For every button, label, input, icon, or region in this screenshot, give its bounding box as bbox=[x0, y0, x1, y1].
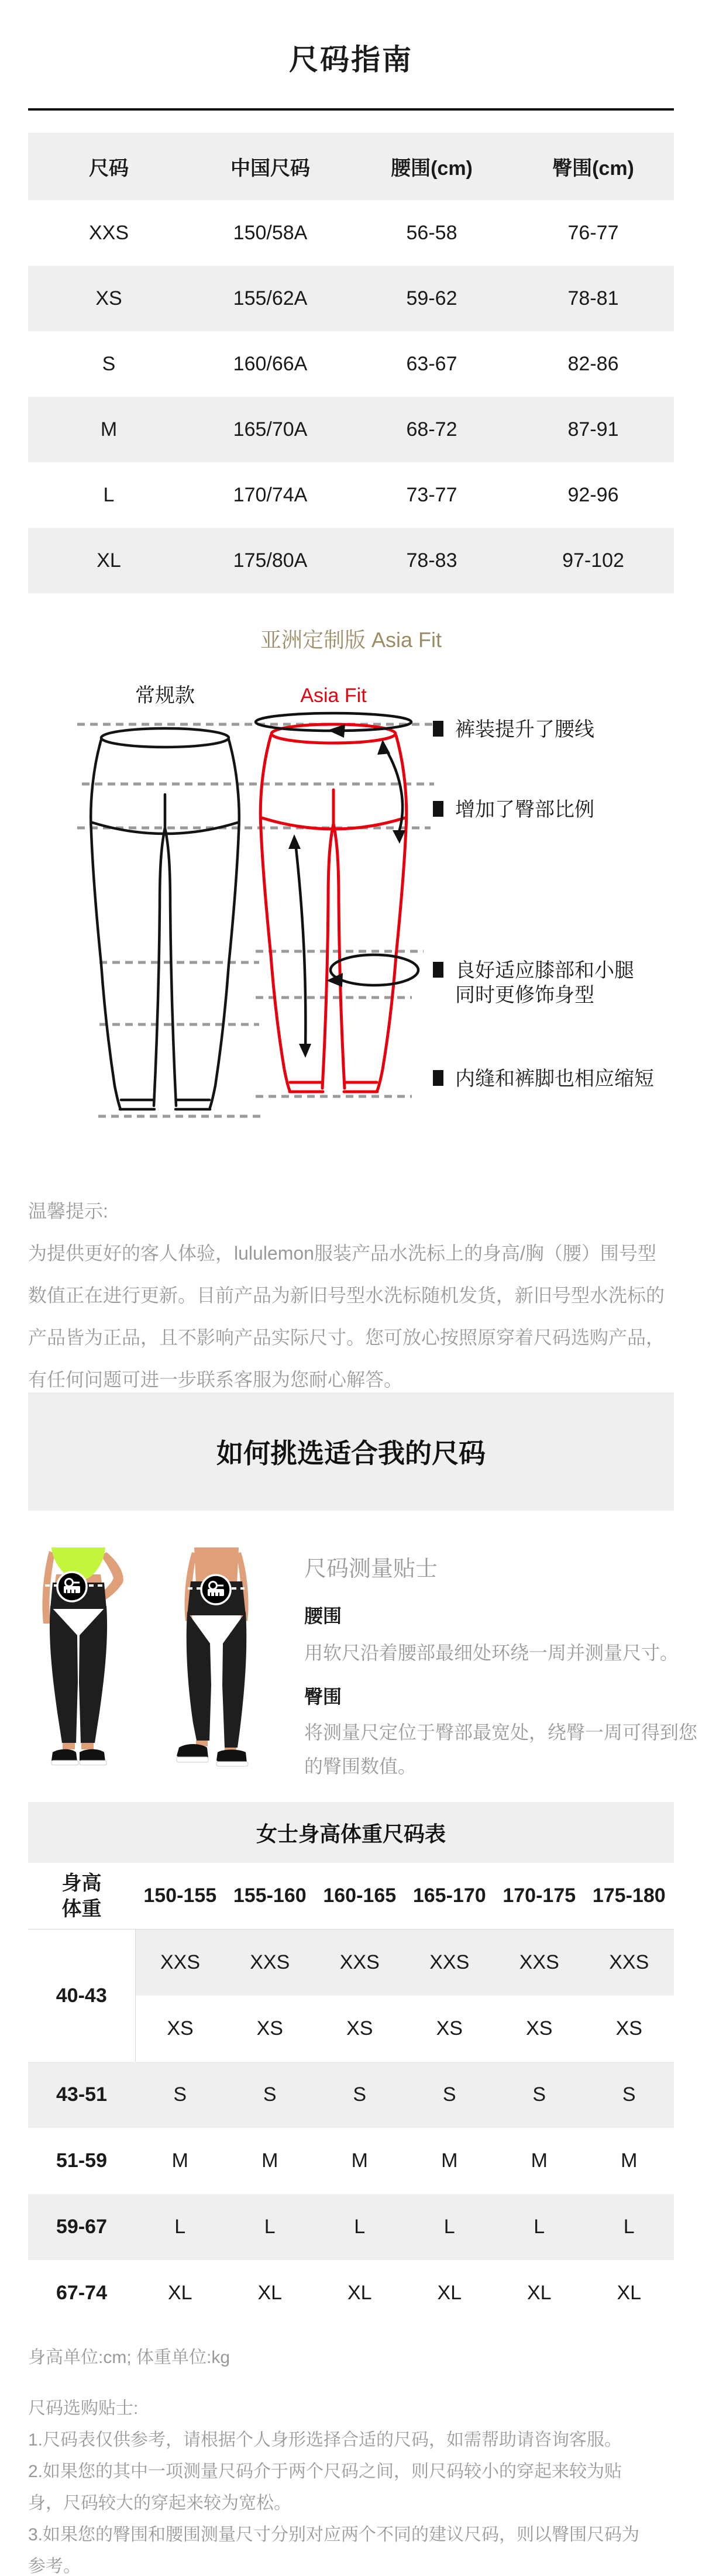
notice-line: 有任何问题可进一步联系客服为您耐心解答。 bbox=[28, 1369, 403, 1390]
size-cell: M bbox=[621, 2149, 638, 2172]
waist-label: 腰围 bbox=[304, 1605, 342, 1626]
size-cell: 87-91 bbox=[512, 397, 674, 462]
table-row bbox=[28, 2260, 674, 2326]
hip-label: 臀围 bbox=[304, 1686, 342, 1707]
measure-tips bbox=[304, 1556, 700, 1783]
height-range-header: 170-175 bbox=[494, 1863, 584, 1930]
size-cell: S bbox=[225, 2062, 315, 2128]
height-weight-table-band bbox=[28, 1802, 674, 1863]
size-cell: L bbox=[584, 2194, 675, 2260]
size-cell: XS bbox=[167, 2017, 194, 2040]
size-cell: 73-77 bbox=[406, 483, 457, 506]
size-cell: 155/62A bbox=[190, 266, 351, 331]
measuring-tape-icon bbox=[201, 1575, 230, 1604]
asia-fit-heading: 亚洲定制版 Asia Fit bbox=[260, 628, 442, 652]
annotation-inseam: 内缝和裤脚也相应缩短 bbox=[455, 1068, 654, 1090]
size-cell: 59-62 bbox=[351, 266, 512, 331]
height-range-header: 160-165 bbox=[315, 1863, 405, 1930]
model-back-figure bbox=[177, 1547, 249, 1766]
weight-range-cell: 43-51 bbox=[28, 2062, 135, 2128]
purchase-tip: 2.如果您的其中一项测量尺码介于两个尺码之间，则尺码较小的穿起来较为贴身，尺码较大的穿起来较为宽松。 bbox=[28, 2462, 622, 2513]
measuring-tape-icon bbox=[57, 1572, 87, 1601]
purchase-tips bbox=[28, 2393, 648, 2576]
size-cell: L bbox=[103, 483, 115, 506]
size-cell: 160/66A bbox=[233, 352, 308, 375]
size-cell: M bbox=[171, 2149, 188, 2172]
size-cell: XXS bbox=[135, 1930, 225, 1996]
size-cell: XL bbox=[167, 2282, 192, 2304]
notice-line: 数值正在进行更新。目前产品为新旧号型水洗标随机发货，新旧号型水洗标的 bbox=[28, 1285, 665, 1306]
size-cell: M bbox=[28, 397, 190, 462]
size-cell: 97-102 bbox=[512, 528, 674, 593]
size-cell: XS bbox=[346, 2017, 373, 2040]
table-row bbox=[28, 331, 674, 397]
size-cell: S bbox=[584, 2062, 675, 2128]
notice-title: 温馨提示: bbox=[28, 1201, 108, 1222]
size-cell: XXS bbox=[315, 1930, 405, 1996]
size-cell: 82-86 bbox=[567, 352, 619, 375]
size-cell: M bbox=[261, 2149, 278, 2172]
purchase-tip: 3.如果您的臀围和腰围测量尺寸分别对应两个不同的建议尺码，则以臀围尺码为参考。 bbox=[28, 2525, 640, 2576]
size-cell: 150/58A bbox=[233, 221, 308, 244]
asia-fit-diagram bbox=[0, 660, 702, 1153]
asia-fit-legging-outline bbox=[260, 724, 407, 1092]
size-cell: L bbox=[405, 2194, 495, 2260]
size-cell: S bbox=[135, 2062, 225, 2128]
size-cell: 175/80A bbox=[190, 528, 351, 593]
size-cell: XL bbox=[347, 2282, 372, 2304]
table-row bbox=[28, 397, 674, 462]
page-title: 尺码指南 bbox=[289, 43, 413, 76]
corner-header: 身高 体重 bbox=[28, 1863, 135, 1930]
annotation-hip: 增加了臀部比例 bbox=[455, 799, 594, 821]
waist-instruction: 用软尺沿着腰部最细处环绕一周并测量尺寸。 bbox=[304, 1642, 679, 1663]
size-cell: XXS bbox=[584, 1930, 675, 1996]
size-cell: XS bbox=[28, 266, 190, 331]
size-cell: M bbox=[351, 2149, 368, 2172]
size-cell: XS bbox=[256, 2017, 283, 2040]
hw-header-row bbox=[28, 1863, 674, 1930]
regular-fit-label: 常规款 bbox=[135, 685, 195, 707]
title-divider bbox=[28, 108, 674, 111]
size-cell: 78-81 bbox=[512, 266, 674, 331]
size-cell: L bbox=[494, 2194, 584, 2260]
size-cell: XL bbox=[526, 2282, 552, 2304]
units-note: 身高单位:cm; 体重单位:kg bbox=[28, 2348, 230, 2367]
warm-notice bbox=[28, 1190, 674, 1401]
height-weight-table bbox=[28, 1863, 674, 2326]
inseam-length-arrow bbox=[288, 834, 311, 1058]
diagram-annotations bbox=[433, 718, 654, 1090]
weight-range-cell: 59-67 bbox=[28, 2194, 135, 2260]
size-cell: XL bbox=[437, 2282, 462, 2304]
size-cell: S bbox=[315, 2062, 405, 2128]
annotation-knee-1: 良好适应膝部和小腿 bbox=[455, 959, 634, 982]
table-row bbox=[28, 2128, 674, 2194]
annotation-knee-2: 同时更修饰身型 bbox=[455, 984, 594, 1006]
height-weight-table-title: 女士身高体重尺码表 bbox=[256, 1821, 446, 1846]
size-cell: XXS bbox=[225, 1930, 315, 1996]
choose-size-heading: 如何挑选适合我的尺码 bbox=[216, 1438, 486, 1468]
height-range-header: 175-180 bbox=[584, 1863, 675, 1930]
weight-range-cell: 51-59 bbox=[56, 2149, 107, 2172]
size-cell: 92-96 bbox=[567, 483, 619, 506]
column-header: 臀围(cm) bbox=[512, 133, 674, 200]
weight-range-cell: 40-43 bbox=[28, 1930, 135, 2062]
size-cell: XXS bbox=[405, 1930, 495, 1996]
size-cell: XS bbox=[615, 2017, 642, 2040]
size-cell: XXS bbox=[494, 1930, 584, 1996]
size-table bbox=[28, 133, 674, 593]
size-cell: 63-67 bbox=[406, 352, 457, 375]
column-header: 腰围(cm) bbox=[351, 133, 512, 200]
hip-instruction: 将测量尺定位于臀部最宽处，绕臀一周可得到您的臀围数值。 bbox=[304, 1722, 698, 1777]
guide-lines bbox=[77, 724, 434, 1116]
size-table-header-row bbox=[28, 133, 674, 200]
size-cell: M bbox=[441, 2149, 458, 2172]
table-row bbox=[28, 2194, 674, 2260]
table-row bbox=[28, 2062, 674, 2128]
column-header: 尺码 bbox=[28, 133, 190, 200]
table-row bbox=[28, 200, 674, 266]
size-cell: 165/70A bbox=[190, 397, 351, 462]
height-range-header: 150-155 bbox=[135, 1863, 225, 1930]
table-row bbox=[28, 1930, 674, 1996]
size-cell: 76-77 bbox=[567, 221, 619, 244]
table-row bbox=[28, 266, 674, 331]
size-cell: XS bbox=[436, 2017, 463, 2040]
size-cell: 78-83 bbox=[351, 528, 512, 593]
size-cell: L bbox=[315, 2194, 405, 2260]
measure-tips-heading: 尺码测量贴士 bbox=[304, 1557, 438, 1581]
table-row bbox=[28, 528, 674, 593]
size-cell: XL bbox=[257, 2282, 283, 2304]
table-row bbox=[28, 462, 674, 528]
size-cell: 68-72 bbox=[351, 397, 512, 462]
purchase-tips-title: 尺码选购贴士: bbox=[28, 2399, 139, 2418]
size-cell: S bbox=[494, 2062, 584, 2128]
notice-line: 产品皆为正品，且不影响产品实际尺寸。您可放心按照原穿着尺码选购产品， bbox=[28, 1327, 665, 1348]
size-cell: XL bbox=[28, 528, 190, 593]
size-cell: S bbox=[405, 2062, 495, 2128]
size-cell: S bbox=[102, 352, 116, 375]
weight-range-cell: 67-74 bbox=[56, 2282, 107, 2304]
size-cell: XXS bbox=[88, 221, 129, 244]
height-range-header: 165-170 bbox=[405, 1863, 495, 1930]
height-range-header: 155-160 bbox=[225, 1863, 315, 1930]
notice-line: 为提供更好的客人体验，lululemon服装产品水洗标上的身高/胸（腰）围号型 bbox=[28, 1243, 656, 1264]
size-cell: 170/74A bbox=[233, 483, 308, 506]
regular-legging-outline bbox=[91, 728, 239, 1109]
model-front-figure bbox=[36, 1547, 123, 1765]
size-cell: L bbox=[135, 2194, 225, 2260]
purchase-tip: 1.尺码表仅供参考，请根据个人身形选择合适的尺码，如需帮助请咨询客服。 bbox=[28, 2430, 622, 2450]
size-cell: M bbox=[531, 2149, 548, 2172]
size-cell: XL bbox=[617, 2282, 642, 2304]
size-cell: 56-58 bbox=[406, 221, 457, 244]
size-cell: XS bbox=[526, 2017, 553, 2040]
asia-fit-label: Asia Fit bbox=[300, 685, 367, 707]
models-photo bbox=[35, 1547, 292, 1770]
size-cell: L bbox=[225, 2194, 315, 2260]
column-header: 中国尺码 bbox=[190, 133, 351, 200]
annotation-waist: 裤装提升了腰线 bbox=[455, 718, 594, 741]
choose-size-banner bbox=[28, 1392, 674, 1511]
